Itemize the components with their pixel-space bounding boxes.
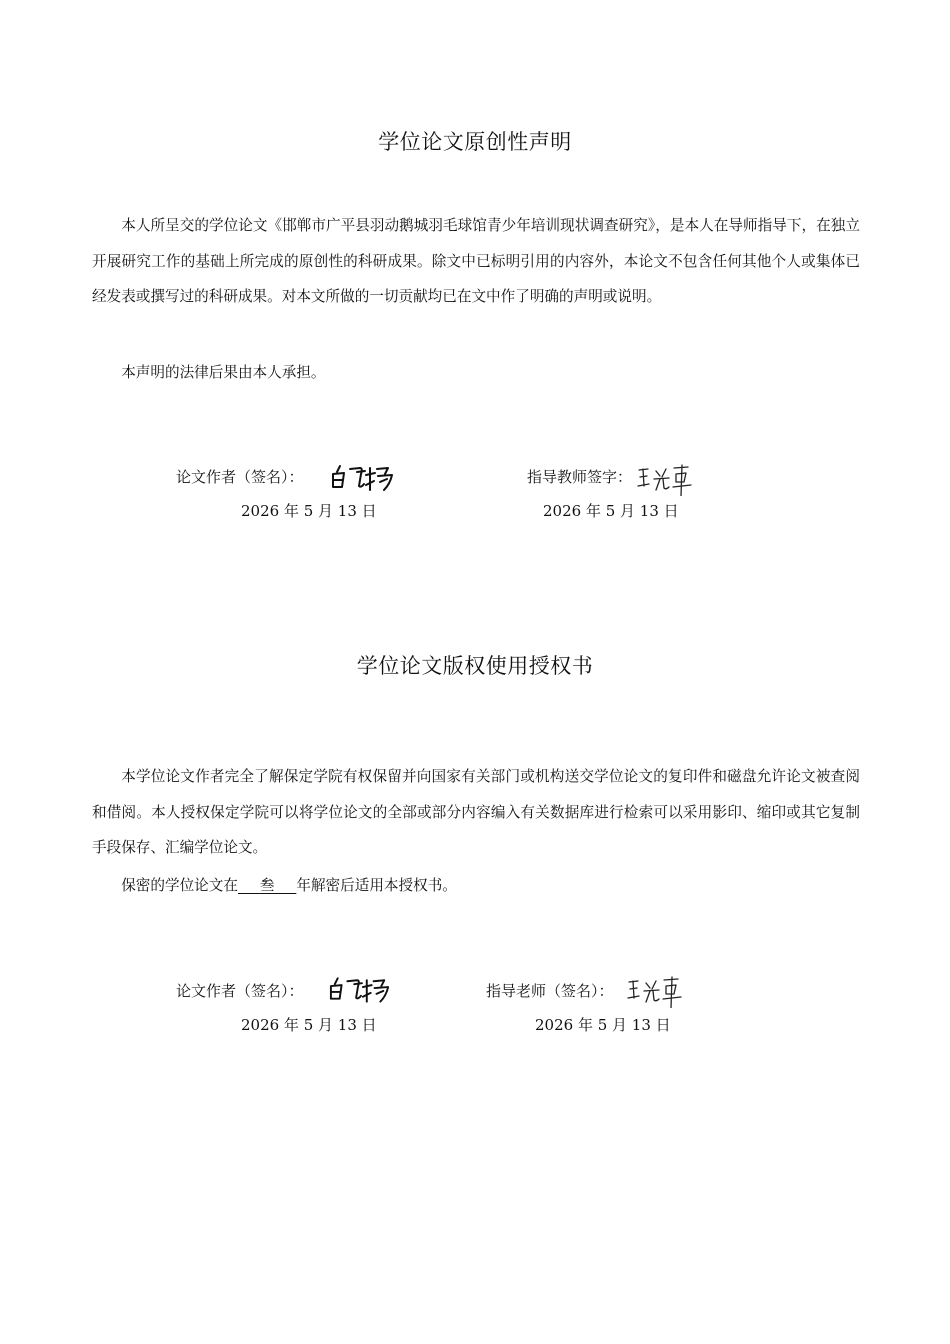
author-signature-date: 2026 年 5 月 13 日 (241, 502, 377, 520)
authorization-paragraph: 本学位论文作者完全了解保定学院有权保留并向国家有关部门或机构送交学位论文的复印件和磁盘允许论文被查阅和借阅。本人授权保定学院可以将学位论文的全部或部分内容编入有关数据库进行检索可以采用影印、缩印或其它复制手段保存、汇编学位论文。 (92, 768, 860, 856)
advisor-signature-image (636, 462, 696, 496)
legal-consequence-paragraph: 本声明的法律后果由本人承担。 (121, 364, 326, 381)
author-signature-image-2 (328, 972, 392, 1006)
advisor-signature-date-2: 2026 年 5 月 13 日 (535, 1016, 671, 1034)
secrecy-suffix: 年解密后适用本授权书。 (296, 877, 457, 894)
originality-paragraph: 本人所呈交的学位论文《邯郸市广平县羽动鹅城羽毛球馆青少年培训现状调查研究》，是本人在导师指导下，在独立开展研究工作的基础上所完成的原创性的科研成果。除文中已标明引用的内容外，本论文不包含任何其他个人或集体已经发表或撰写过的科研成果。对本文所做的一切贡献均已在文中作了明确的声明或说明。 (92, 217, 860, 305)
secrecy-years-blank (238, 877, 296, 894)
secrecy-prefix: 保密的学位论文在 (121, 877, 238, 894)
author-signature-label: 论文作者（签名）： (176, 468, 304, 486)
advisor-signature-label: 指导教师签字： (527, 468, 633, 486)
originality-title: 学位论文原创性声明 (378, 130, 572, 154)
author-signature-date-2: 2026 年 5 月 13 日 (241, 1016, 377, 1034)
author-signature-image (330, 460, 396, 494)
advisor-signature-label-2: 指导老师（签名）： (486, 982, 614, 1000)
author-signature-label-2: 论文作者（签名）： (176, 982, 304, 1000)
secrecy-paragraph (92, 868, 860, 904)
secrecy-years: 叁 (259, 877, 275, 894)
authorization-title: 学位论文版权使用授权书 (356, 654, 594, 678)
advisor-signature-image-2 (626, 974, 686, 1008)
advisor-signature-date: 2026 年 5 月 13 日 (543, 502, 679, 520)
